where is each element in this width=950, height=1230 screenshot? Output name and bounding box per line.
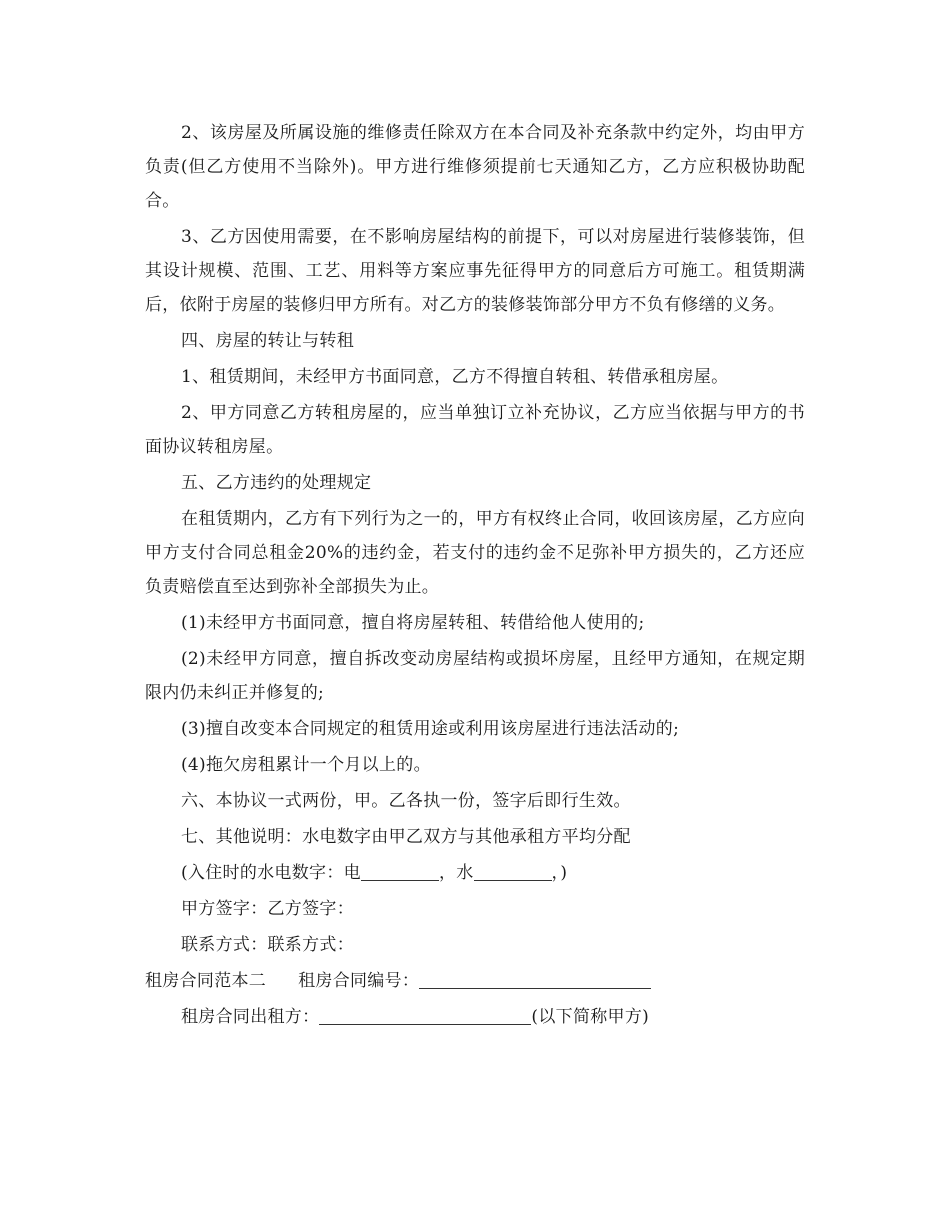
contract-number-label: 租房合同编号： xyxy=(298,971,420,991)
contact-line: 联系方式：联系方式： xyxy=(181,935,354,955)
contract-number-blank[interactable] xyxy=(419,970,651,989)
clause-repair-responsibility: 2、该房屋及所属设施的维修责任除双方在本合同及补充条款中约定外，均由甲方负责(但乙方使用不当除外)。甲方进行维修须提前七天通知乙方，乙方应积极协助配合。 xyxy=(145,123,805,211)
lessor-line xyxy=(145,1000,805,1034)
lessor-abbrev: (以下简称甲方) xyxy=(531,1007,650,1027)
section-heading-sublease: 四、房屋的转让与转租 xyxy=(181,331,354,351)
breach-item-3: (3)擅自改变本合同规定的租赁用途或利用该房屋进行违法活动的; xyxy=(181,719,680,739)
breach-item-1: (1)未经甲方书面同意，擅自将房屋转租、转借给他人使用的; xyxy=(181,613,645,633)
utilities-label-water: ，水 xyxy=(438,863,474,883)
template-two-title: 租房合同范本二 xyxy=(145,971,267,991)
utilities-label-close: ，) xyxy=(551,863,568,883)
clause-utilities: 七、其他说明：水电数字由甲乙双方与其他承租方平均分配 xyxy=(181,827,631,847)
template-two-header xyxy=(145,964,805,998)
utilities-label-electric: (入住时的水电数字：电 xyxy=(181,863,361,883)
clause-sublease-agreement: 2、甲方同意乙方转租房屋的，应当单独订立补充协议，乙方应当依据与甲方的书面协议转租房屋。 xyxy=(145,403,805,457)
breach-item-2: (2)未经甲方同意，擅自拆改变动房屋结构或损坏房屋，且经甲方通知，在规定期限内仍未纠正并修复的; xyxy=(145,649,805,703)
signature-line: 甲方签字：乙方签字： xyxy=(181,899,354,919)
clause-breach-penalty: 在租赁期内，乙方有下列行为之一的，甲方有权终止合同，收回该房屋，乙方应向甲方支付合同总租金20%的违约金，若支付的违约金不足弥补甲方损失的，乙方还应负责赔偿直至达到弥补全部损失为止。 xyxy=(145,509,805,597)
lessor-name-blank[interactable] xyxy=(319,1006,531,1025)
electric-reading-blank[interactable] xyxy=(361,862,439,881)
utilities-reading-line xyxy=(145,856,805,890)
section-heading-breach: 五、乙方违约的处理规定 xyxy=(181,473,372,493)
clause-no-sublease: 1、租赁期间，未经甲方书面同意，乙方不得擅自转租、转借承租房屋。 xyxy=(181,367,729,387)
clause-copies: 六、本协议一式两份，甲。乙各执一份，签字后即行生效。 xyxy=(181,791,631,811)
clause-renovation: 3、乙方因使用需要，在不影响房屋结构的前提下，可以对房屋进行装修装饰，但其设计规模、范围、工艺、用料等方案应事先征得甲方的同意后方可施工。租赁期满后，依附于房屋的装修归甲方所有。对乙方的装修装饰部分甲方不负有修缮的义务。 xyxy=(145,227,805,315)
breach-item-4: (4)拖欠房租累计一个月以上的。 xyxy=(181,755,431,775)
document-body xyxy=(145,116,805,1034)
lessor-label: 租房合同出租方： xyxy=(181,1007,320,1027)
water-reading-blank[interactable] xyxy=(474,862,552,881)
